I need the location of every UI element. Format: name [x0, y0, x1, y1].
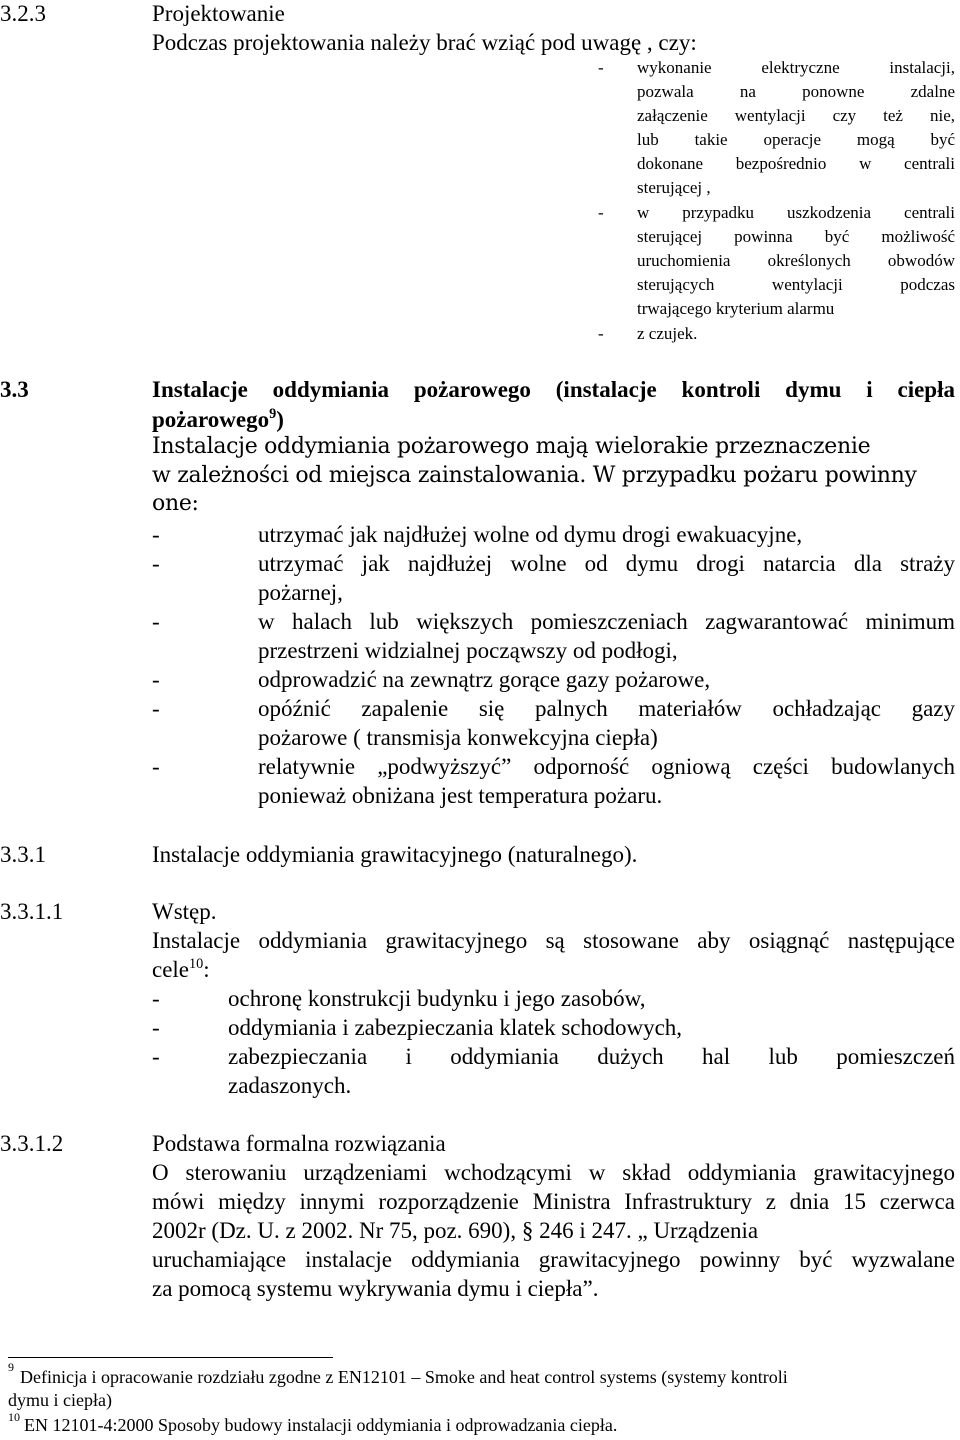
section-title-text: pożarowego: [152, 407, 270, 432]
list-item-line: lub takie operacje mogą być: [637, 130, 955, 149]
list-dash: -: [152, 1015, 160, 1040]
footnote-ref-10: 10: [189, 956, 204, 973]
list-dash: -: [598, 203, 604, 222]
footnote-10-line: EN 12101-4:2000 Sposoby budowy instalacji oddymiania i odprowadzania ciepła.: [24, 1415, 618, 1435]
section-number-3-3-1: 3.3.1: [0, 842, 46, 867]
section-number-3-3-1-2: 3.3.1.2: [0, 1131, 64, 1156]
footnote-number-9: 9: [8, 1360, 14, 1374]
list-dash: -: [598, 324, 604, 343]
list-item-line: utrzymać jak najdłużej wolne od dymu drogi ewakuacyjne,: [258, 522, 803, 547]
list-dash: -: [152, 696, 160, 721]
footnote-9-line: Definicja i opracowanie rozdziału zgodne z EN12101 – Smoke and heat control systems (systemy kontroli: [20, 1367, 788, 1387]
list-item-line: pożarowe ( transmisja konwekcyjna ciepła): [258, 725, 658, 750]
paragraph-line: w zależności od miejsca zainstalowania. W przypadku pożaru powinny one:: [152, 463, 917, 516]
list-dash: -: [152, 609, 160, 634]
list-item-line: pożarnej,: [258, 580, 343, 605]
list-dash: -: [152, 754, 160, 779]
list-item-line: opóźnić zapalenie się palnych materiałów ochładzając gazy: [258, 696, 955, 721]
paragraph-line: O sterowaniu urządzeniami wchodzącymi w skład oddymiania grawitacyjnego: [152, 1160, 955, 1185]
section-title-line: [152, 405, 284, 435]
section-title-line: Instalacje oddymiania pożarowego (instalacje kontroli dymu i ciepła: [152, 377, 955, 402]
section-number-3-2-3: 3.2.3: [0, 1, 46, 26]
footnote-number-10: 10: [8, 1410, 20, 1424]
list-item-line: sterujących wentylacji podczas: [637, 275, 955, 294]
list-dash: -: [152, 986, 160, 1011]
list-item-line: wykonanie elektryczne instalacji,: [637, 58, 955, 77]
list-item-line: odprowadzić na zewnątrz gorące gazy pożarowe,: [258, 667, 711, 692]
section-title-text: ): [276, 407, 284, 432]
list-item-line: w przypadku uszkodzenia centrali: [637, 203, 955, 222]
list-item-line: ochronę konstrukcji budynku i jego zasobów,: [228, 986, 646, 1011]
paragraph-text: cele: [152, 957, 190, 982]
paragraph-line: 2002r (Dz. U. z 2002. Nr 75, poz. 690), § 246 i 247. „ Urządzenia: [152, 1218, 759, 1243]
paragraph-line: Instalacje oddymiania grawitacyjnego są stosowane aby osiągnąć następujące: [152, 928, 955, 953]
paragraph-line: [152, 955, 210, 984]
list-dash: -: [152, 551, 160, 576]
list-item-line: przestrzeni widzialnej począwszy od podłogi,: [258, 638, 678, 663]
list-dash: -: [598, 58, 604, 77]
footnote-ref-9: 9: [269, 406, 277, 423]
list-item-line: uruchomienia określonych obwodów: [637, 251, 955, 270]
list-item-line: ponieważ obniżana jest temperatura pożaru.: [258, 783, 663, 808]
list-dash: -: [152, 667, 160, 692]
section-title: Instalacje oddymiania grawitacyjnego (naturalnego).: [152, 842, 638, 867]
section-title-projektowanie: Projektowanie: [152, 1, 285, 26]
paragraph-line: uruchamiające instalacje oddymiania grawitacyjnego powinny być wyzwalane: [152, 1247, 955, 1272]
list-item-line: w halach lub większych pomieszczeniach zagwarantować minimum: [258, 609, 955, 634]
paragraph-text: :: [203, 957, 210, 982]
list-dash: -: [152, 1044, 160, 1069]
list-item-line: pozwala na ponowne zdalne: [637, 82, 955, 101]
footnote-9-line: dymu i ciepła): [8, 1390, 112, 1410]
footnote-separator: [8, 1357, 333, 1358]
paragraph-line: za pomocą systemu wykrywania dymu i ciepła”.: [152, 1276, 599, 1301]
list-item-line: utrzymać jak najdłużej wolne od dymu drogi natarcia dla straży: [258, 551, 955, 576]
list-item-line: oddymiania i zabezpieczania klatek schodowych,: [228, 1015, 683, 1040]
paragraph-line: mówi między innymi rozporządzenie Ministra Infrastruktury z dnia 15 czerwca: [152, 1189, 955, 1214]
list-item-line: trwającego kryterium alarmu: [637, 299, 835, 318]
section-number-3-3-1-1: 3.3.1.1: [0, 899, 64, 924]
list-dash: -: [152, 522, 160, 547]
list-item-line: sterującej ,: [637, 178, 711, 197]
list-item-line: dokonane bezpośrednio w centrali: [637, 154, 955, 173]
section-intro: Podczas projektowania należy brać wziąć pod uwagę , czy:: [152, 30, 697, 55]
list-item-line: zadaszonych.: [228, 1073, 352, 1098]
paragraph-line: Instalacje oddymiania pożarowego mają wielorakie przeznaczenie: [152, 434, 871, 459]
list-item-line: sterującej powinna być możliwość: [637, 227, 955, 246]
list-item-line: relatywnie „podwyższyć” odporność ogniową części budowlanych: [258, 754, 955, 779]
section-title: Wstęp.: [152, 899, 217, 924]
section-number-3-3: 3.3: [0, 377, 29, 402]
list-item-line: z czujek.: [637, 324, 698, 343]
section-title: Podstawa formalna rozwiązania: [152, 1131, 446, 1156]
list-item-line: załączenie wentylacji czy też nie,: [637, 106, 955, 125]
list-item-line: zabezpieczania i oddymiania dużych hal lub pomieszczeń: [228, 1044, 955, 1069]
